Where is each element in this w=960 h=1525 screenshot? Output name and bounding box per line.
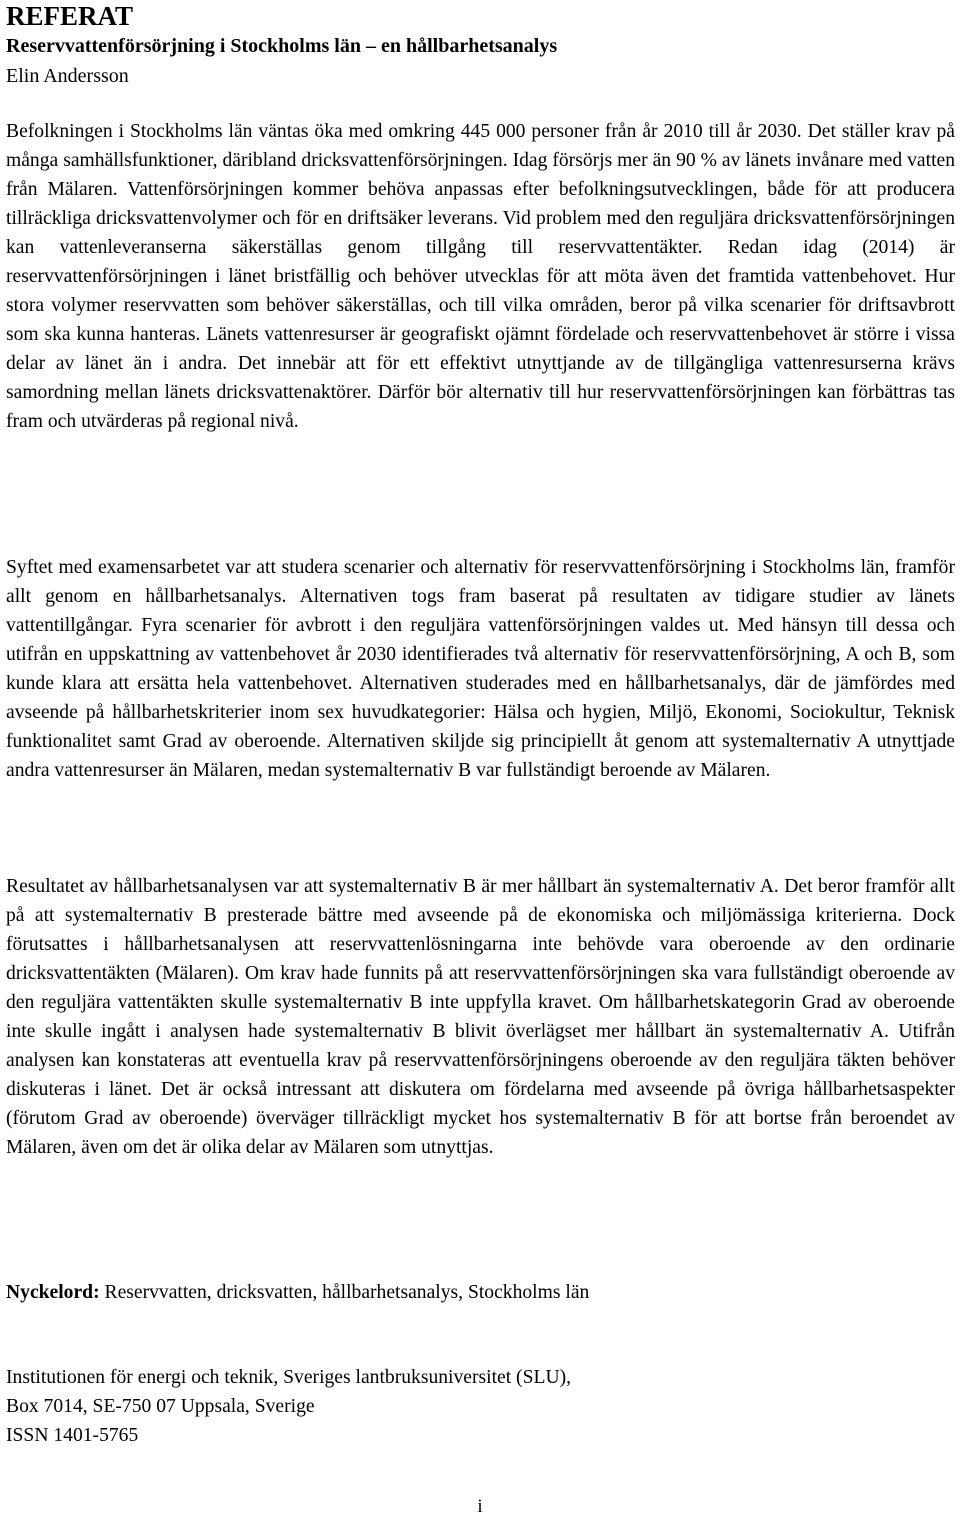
keywords-label: Nyckelord:: [6, 1282, 100, 1303]
abstract-paragraph-2: Syftet med examensarbetet var att studera scenarier och alternativ för reservvattenförsörjning i Stockholms län, framför allt genom en hållbarhetsanalys. Alternativen togs fram baserat på resultaten av tidigare studier av länets vattentillgångar. Fyra scenarier för avbrott i den reguljära vattenförsörjningen valdes ut. Med hänsyn till dessa och utifrån en uppskattning av vattenbehovet år 2030 identifierades två alternativ för reservvattenförsörjning, A och B, som kunde klara att ersätta hela vattenbehovet. Alternativen studerades med en hållbarhetsanalys, där de jämfördes med avseende på hållbarhetskriterier inom sex huvudkategorier: Hälsa och hygien, Miljö, Ekonomi, Sociokultur, Teknisk funktionalitet samt Grad av oberoende. Alternativen skiljde sig principiellt åt genom att systemalternativ A utnyttjade andra vattenresurser än Mälaren, medan systemalternativ B var fullständigt beroende av Mälaren.: [6, 557, 955, 781]
abstract-paragraph-1: Befolkningen i Stockholms län väntas öka med omkring 445 000 personer från år 2010 till år 2030. Det ställer krav på många samhällsfunktioner, däribland dricksvattenförsörjningen. Idag försörjs mer än 90 % av länets invånare med vatten från Mälaren. Vattenförsörjningen kommer behöva anpassas efter befolkningsutvecklingen, både för att producera tillräckliga dricksvattenvolymer och för en driftsäker leverans. Vid problem med den reguljära dricksvattenförsörjningen kan vattenleveranserna säkerställas genom tillgång till reservvattentäkter. Redan idag (2014) är reservvattenförsörjningen i länet bristfällig och behöver utvecklas för att möta även det framtida vattenbehovet. Hur stora volymer reservvatten som behöver säkerställas, och till vilka områden, beror på vilka scenarier för driftsavbrott som ska kunna hanteras. Länets vattenresurser är geografiskt ojämnt fördelade och reservvattenbehovet är större i vissa delar av länet än i andra. Det innebär att för ett effektivt utnyttjande av de tillgängliga vattenresurserna krävs samordning mellan länets dricksvattenaktörer. Därför bör alternativ till hur reservvattenförsörjningen kan förbättras tas fram och utvärderas på regional nivå.: [6, 121, 955, 432]
author-name: Elin Andersson: [6, 65, 129, 87]
keywords-line: [6, 1278, 955, 1307]
document-subtitle: Reservvattenförsörjning i Stockholms län – en hållbarhetsanalys: [6, 35, 558, 57]
header-block: [6, 0, 955, 91]
keywords-text: Reservvatten, dricksvatten, hållbarhetsanalys, Stockholms län: [99, 1282, 590, 1303]
issn: ISSN 1401-5765: [6, 1425, 139, 1446]
abstract-paragraph-3: Resultatet av hållbarhetsanalysen var att systemalternativ B är mer hållbart än systemalternativ A. Det beror framför allt på att systemalternativ B presterade bättre med avseende på de ekonomiska och miljömässiga kriterierna. Dock förutsattes i hållbarhetsanalysen att reservvattenlösningarna inte behövde vara oberoende av den ordinarie dricksvattentäkten (Mälaren). Om krav hade funnits på att reservvattenförsörjningen ska vara fullständigt oberoende av den reguljära vattentäkten skulle systemalternativ B inte uppfylla kravet. Om hållbarhetskategorin Grad av oberoende inte skulle ingått i analysen hade systemalternativ B blivit överlägset mer hållbart än systemalternativ A. Utifrån analysen kan konstateras att eventuella krav på reservvattenförsörjningens oberoende av den reguljära täkten behöver diskuteras i länet. Det är också intressant att diskutera om fördelarna med avseende på övriga hållbarhetsaspekter (förutom Grad av oberoende) överväger tillräckligt mycket hos systemalternativ B för att bortse från beroendet av Mälaren, även om det är olika delar av Mälaren som utnyttjas.: [6, 876, 955, 1158]
institution-address: Box 7014, SE-750 07 Uppsala, Sverige: [6, 1396, 315, 1417]
institution-block: [6, 1363, 955, 1450]
page-title: REFERAT: [6, 1, 134, 31]
page-number: i: [477, 1496, 483, 1517]
institution-line-1: Institutionen för energi och teknik, Sveriges lantbruksuniversitet (SLU),: [6, 1367, 572, 1388]
